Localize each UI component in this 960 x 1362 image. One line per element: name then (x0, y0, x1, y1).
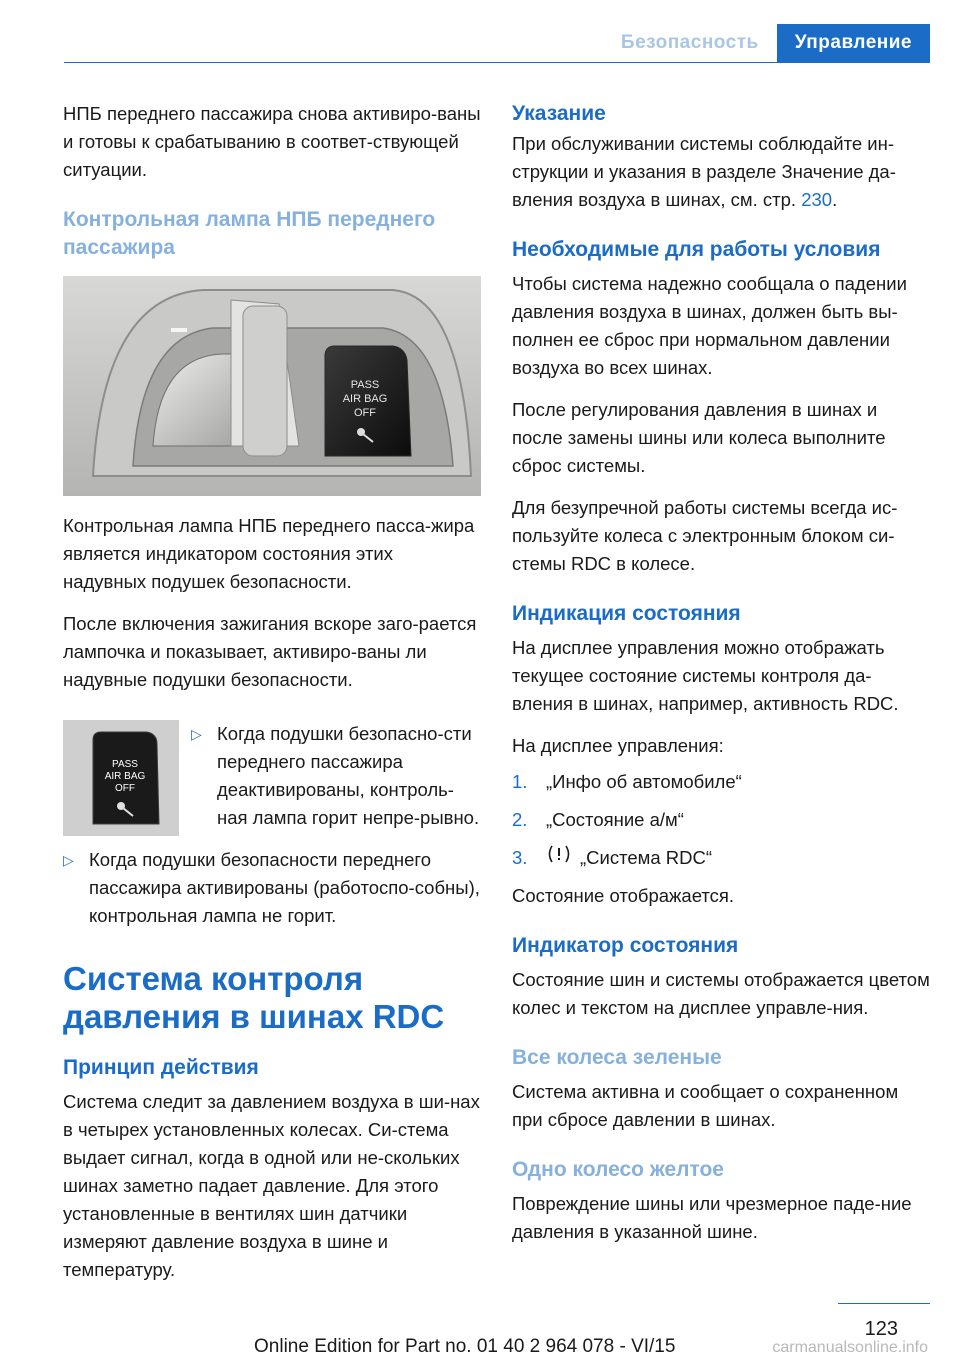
tab-safety[interactable]: Безопасность (620, 32, 759, 53)
page-number: 123 (864, 1318, 898, 1340)
yellow-wheel-paragraph: Повреждение шины или чрезмерное паде-ние давления в указанной шине. (512, 1193, 912, 1242)
conditions-heading: Необходимые для работы условия (512, 238, 881, 261)
note-title: Указание (512, 102, 606, 125)
rdc-heading: Система контроля давления в шинах RDC (63, 960, 445, 1035)
status-shown-text: Состояние отображается. (512, 885, 735, 906)
header-tabs (603, 24, 930, 62)
header-divider (64, 62, 930, 63)
note-end: . (832, 189, 838, 210)
bullet-text-activated: Когда подушки безопасности переднего пассажира активированы (работоспо-собны), контрольная лампа не горит. (89, 849, 480, 926)
green-wheels-heading: Все колеса зеленые (512, 1046, 722, 1069)
display-intro: На дисплее управления: (512, 735, 724, 756)
yellow-wheel-heading: Одно колесо желтое (512, 1158, 724, 1181)
conditions-paragraph-1: Чтобы система надежно сообщала о падении давления воздуха в шинах, должен быть вы-полнен ее сброс при нормальном давлении воздуха во всех шинах. (512, 273, 907, 378)
tab-controls[interactable]: Управление (777, 24, 930, 62)
list-item: 3. „Система RDC“ (512, 844, 930, 872)
right-column (512, 100, 930, 1260)
triangle-bullet-icon: ▷ (63, 852, 74, 868)
watermark: carmanualsonline.info (772, 1339, 928, 1356)
svg-text:AIR BAG: AIR BAG (104, 771, 146, 782)
lamp-paragraph-2: После включения зажигания вскоре заго-рается лампочка и показывает, активиро-ваны ли надувные подушки безопасности. (63, 613, 477, 690)
status-indication-paragraph: На дисплее управления можно отображать текущее состояние системы контроля да-вления в шинах, например, активность RDC. (512, 637, 899, 714)
airbag-off-button-icon (63, 720, 179, 836)
list-item: 2. „Состояние а/м“ (512, 809, 684, 830)
triangle-bullet-icon: ▷ (191, 726, 202, 742)
edition-text: Online Edition for Part no. 01 40 2 964 078 - VI/15 (254, 1336, 676, 1357)
svg-text:PASS: PASS (112, 759, 138, 770)
tire-warning-icon (546, 844, 572, 864)
bullet-text-deactivated: Когда подушки безопасно-сти переднего пассажира деактивированы, контроль-ная лампа горит непре-рывно. (217, 723, 480, 828)
indicator-heading: Индикатор состояния (512, 934, 739, 957)
steps-list (512, 768, 930, 872)
lamp-off-row (63, 720, 481, 846)
left-column (63, 100, 481, 1298)
list-item: 1. „Инфо об автомобиле“ (512, 771, 742, 792)
airbag-lamp-photo (63, 276, 481, 496)
svg-text:OFF: OFF (115, 783, 135, 794)
bullet-item (191, 720, 481, 832)
status-indication-heading: Индикация состояния (512, 602, 741, 625)
bullet-item (63, 846, 481, 930)
lamp-heading: Контрольная лампа НПБ переднего пассажира (63, 208, 436, 259)
principle-paragraph: Система следит за давлением воздуха в ши-нах в четырех установленных колесах. Си-стема выдает сигнал, когда в одной или не-скольких шинах заметно падает давление. Для этого установленные в вентилях шин датчики измеряют давление воздуха в шине и температуру. (63, 1091, 480, 1280)
note-text: При обслуживании системы соблюдайте ин-струкции и указания в разделе Значение да-вления воздуха в шинах, см. стр. (512, 133, 896, 210)
pass-label: PASS (350, 379, 380, 391)
conditions-paragraph-2: После регулирования давления в шинах и после замены шины или колеса выполните сброс системы. (512, 399, 886, 476)
conditions-paragraph-3: Для безупречной работы системы всегда ис-пользуйте колеса с электронным блоком си-стемы RDC в колесе. (512, 497, 898, 574)
page-230-link[interactable]: 230 (801, 189, 833, 210)
footer-divider (838, 1303, 930, 1304)
svg-text:AIR BAG: AIR BAG (342, 393, 388, 405)
principle-heading: Принцип действия (63, 1056, 259, 1079)
svg-text:OFF: OFF (354, 407, 376, 419)
intro-paragraph: НПБ переднего пассажира снова активиро-ваны и готовы к срабатыванию в соответ-ствующей ситуации. (63, 103, 481, 180)
indicator-paragraph: Состояние шин и системы отображается цветом колес и текстом на дисплее управле-ния. (512, 969, 930, 1018)
green-wheels-paragraph: Система активна и сообщает о сохраненном при сбросе давлении в шинах. (512, 1081, 899, 1130)
note-paragraph (512, 130, 930, 214)
lamp-paragraph-1: Контрольная лампа НПБ переднего пасса-жира является индикатором состояния этих надувных подушек безопасности. (63, 515, 475, 592)
